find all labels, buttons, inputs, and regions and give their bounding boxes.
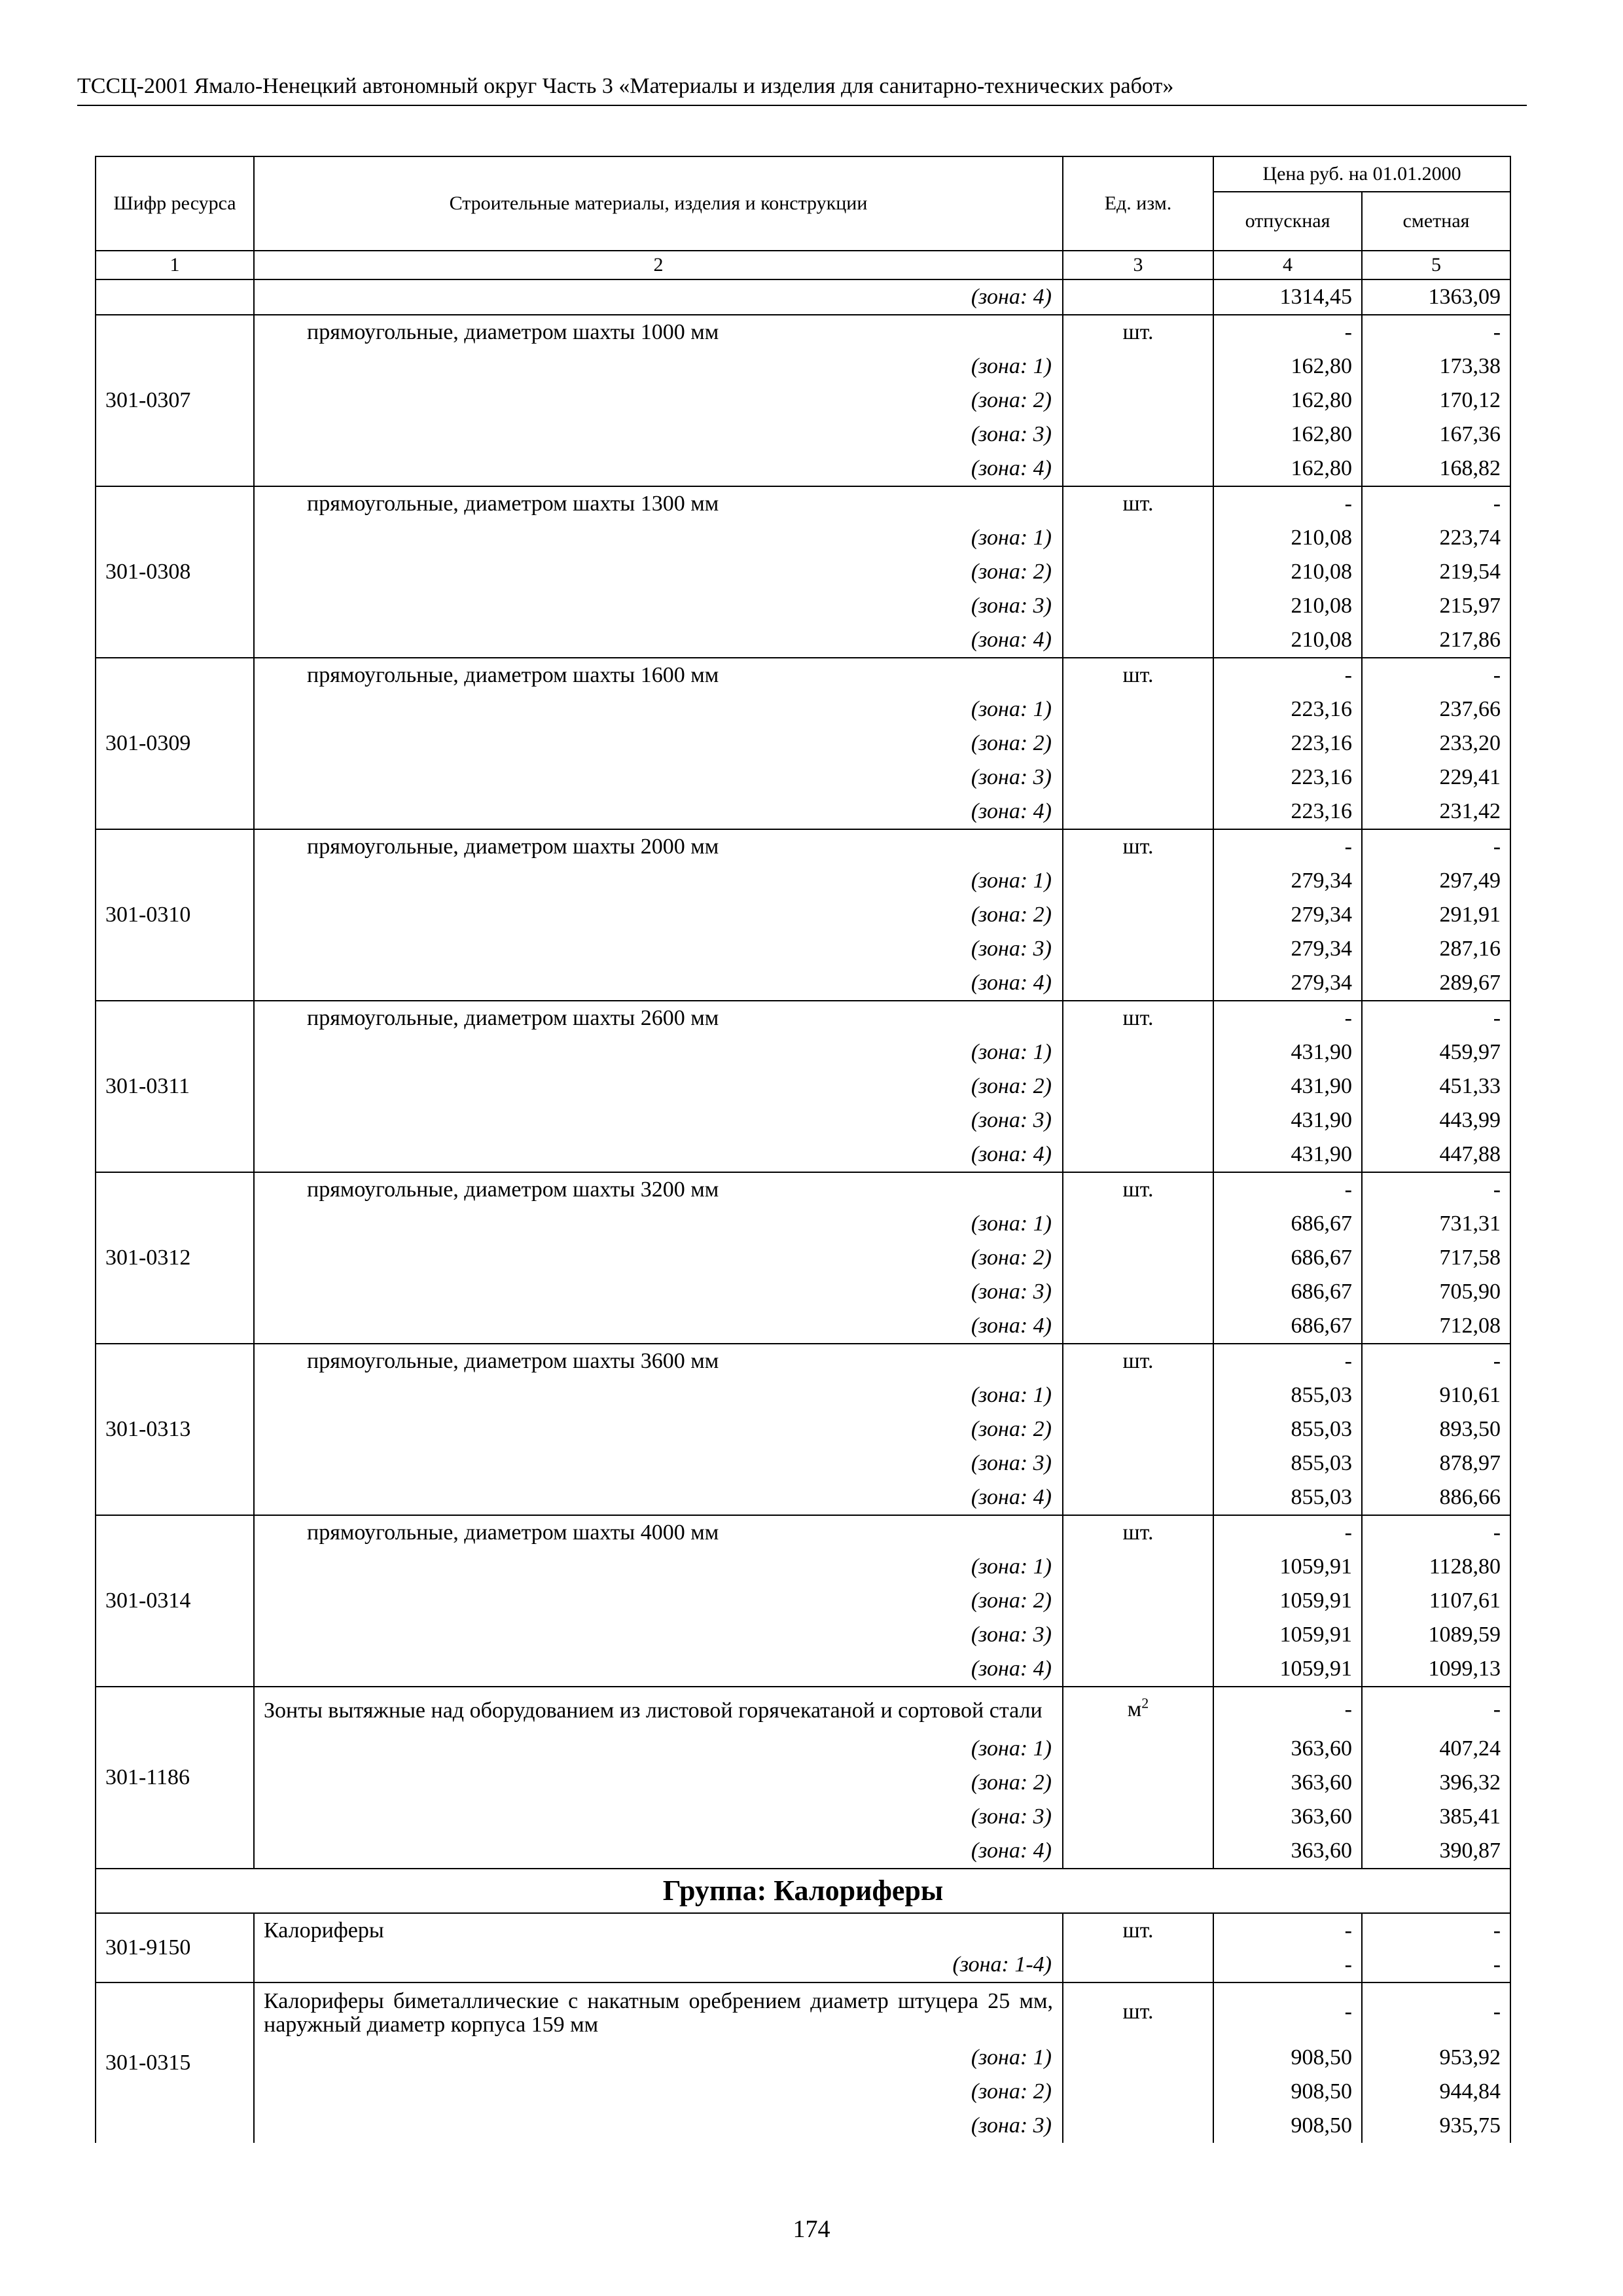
col-header-code: Шифр ресурса <box>96 156 254 251</box>
zone-label: (зона: 4) <box>254 966 1063 1001</box>
item-name: прямоугольные, диаметром шахты 2600 мм <box>254 1001 1063 1035</box>
resource-code: 301-0312 <box>96 1172 254 1344</box>
resource-code: 301-0309 <box>96 658 254 829</box>
group-row <box>96 1869 1510 1913</box>
item-name: прямоугольные, диаметром шахты 3200 мм <box>254 1172 1063 1207</box>
release-price: 855,03 <box>1213 1412 1362 1446</box>
estimate-price: 291,91 <box>1362 898 1510 932</box>
zone-label: (зона: 2) <box>254 726 1063 761</box>
zone-label: (зона: 4) <box>254 452 1063 486</box>
estimate-price: 1363,09 <box>1362 279 1510 315</box>
zone-label: (зона: 2) <box>254 2075 1063 2109</box>
zone-label: (зона: 2) <box>254 384 1063 418</box>
item-name: прямоугольные, диаметром шахты 2000 мм <box>254 829 1063 864</box>
unit-label: шт. <box>1122 834 1154 859</box>
unit-cell <box>1063 1172 1213 1207</box>
release-price: 1314,45 <box>1213 279 1362 315</box>
resource-code: 301-1186 <box>96 1687 254 1869</box>
zone-label: (зона: 4) <box>254 279 1063 315</box>
estimate-price: - <box>1362 1344 1510 1378</box>
zone-row <box>96 932 1510 966</box>
estimate-price: 237,66 <box>1362 692 1510 726</box>
release-price: 908,50 <box>1213 2109 1362 2143</box>
zone-label: (зона: 4) <box>254 623 1063 658</box>
zone-row <box>96 966 1510 1001</box>
zone-label: (зона: 3) <box>254 418 1063 452</box>
table-row <box>96 1687 1510 1732</box>
zone-label: (зона: 4) <box>254 1652 1063 1687</box>
unit-superscript: 2 <box>1141 1695 1149 1712</box>
release-price: 279,34 <box>1213 932 1362 966</box>
release-price: 279,34 <box>1213 898 1362 932</box>
estimate-price: 886,66 <box>1362 1480 1510 1515</box>
zone-row <box>96 623 1510 658</box>
estimate-price: 229,41 <box>1362 761 1510 795</box>
zone-row <box>96 418 1510 452</box>
estimate-price: 223,74 <box>1362 521 1510 555</box>
table-row <box>96 315 1510 350</box>
zone-label: (зона: 1) <box>254 1550 1063 1584</box>
estimate-price: - <box>1362 1001 1510 1035</box>
release-price: 223,16 <box>1213 692 1362 726</box>
unit-cell <box>1063 1913 1213 1948</box>
estimate-price: 385,41 <box>1362 1800 1510 1834</box>
zone-label: (зона: 4) <box>254 1834 1063 1869</box>
zone-label: (зона: 1) <box>254 1732 1063 1766</box>
estimate-price: 396,32 <box>1362 1766 1510 1800</box>
zone-row <box>96 2109 1510 2143</box>
zone-row <box>96 1948 1510 1982</box>
unit-label: шт. <box>1122 1349 1154 1373</box>
zone-label: (зона: 3) <box>254 2109 1063 2143</box>
release-price: 363,60 <box>1213 1800 1362 1834</box>
release-price: - <box>1213 658 1362 692</box>
release-price: 855,03 <box>1213 1480 1362 1515</box>
zone-row <box>96 898 1510 932</box>
release-price: 162,80 <box>1213 418 1362 452</box>
unit-label: шт. <box>1122 1520 1154 1545</box>
page-number: 174 <box>793 2215 830 2243</box>
table-row <box>96 1982 1510 2041</box>
zone-label: (зона: 1) <box>254 1207 1063 1241</box>
col-number: 2 <box>254 251 1063 279</box>
col-header-estimate: сметная <box>1362 192 1510 251</box>
zone-row <box>96 350 1510 384</box>
table-row <box>96 1172 1510 1207</box>
resource-code: 301-0313 <box>96 1344 254 1515</box>
estimate-price: 297,49 <box>1362 864 1510 898</box>
col-header-unit: Ед. изм. <box>1063 156 1213 251</box>
unit-label: шт. <box>1122 1177 1154 1202</box>
zone-row <box>96 555 1510 589</box>
unit-cell <box>1063 315 1213 350</box>
zone-label: (зона: 2) <box>254 1069 1063 1103</box>
header-rule <box>77 105 1527 106</box>
table-body-b <box>96 1913 1510 2143</box>
table-body-a <box>96 279 1510 1869</box>
unit-cell <box>1063 1982 1213 2041</box>
release-price: 162,80 <box>1213 384 1362 418</box>
release-price: 431,90 <box>1213 1138 1362 1172</box>
release-price: 686,67 <box>1213 1241 1362 1275</box>
release-price: 223,16 <box>1213 761 1362 795</box>
zone-row <box>96 1275 1510 1309</box>
zone-row <box>96 1241 1510 1275</box>
price-table <box>95 156 1511 2143</box>
table-row <box>96 486 1510 521</box>
zone-row <box>96 2075 1510 2109</box>
zone-label: (зона: 1-4) <box>254 1948 1063 1982</box>
zone-row <box>96 1103 1510 1138</box>
estimate-price: 1128,80 <box>1362 1550 1510 1584</box>
zone-label: (зона: 3) <box>254 1275 1063 1309</box>
zone-row <box>96 1732 1510 1766</box>
zone-row <box>96 761 1510 795</box>
estimate-price: 1099,13 <box>1362 1652 1510 1687</box>
estimate-price: 712,08 <box>1362 1309 1510 1344</box>
estimate-price: 215,97 <box>1362 589 1510 623</box>
zone-row <box>96 1652 1510 1687</box>
release-price: - <box>1213 829 1362 864</box>
unit-label: шт. <box>1122 320 1154 344</box>
release-price: 431,90 <box>1213 1035 1362 1069</box>
release-price: 855,03 <box>1213 1378 1362 1412</box>
estimate-price: 451,33 <box>1362 1069 1510 1103</box>
estimate-price: - <box>1362 1913 1510 1948</box>
zone-label: (зона: 3) <box>254 589 1063 623</box>
zone-label: (зона: 1) <box>254 2041 1063 2075</box>
unit-cell <box>1063 1344 1213 1378</box>
estimate-price: 231,42 <box>1362 795 1510 829</box>
zone-label: (зона: 3) <box>254 761 1063 795</box>
release-price: - <box>1213 1001 1362 1035</box>
estimate-price: - <box>1362 1982 1510 2041</box>
release-price: 223,16 <box>1213 795 1362 829</box>
zone-label: (зона: 3) <box>254 932 1063 966</box>
release-price: 162,80 <box>1213 350 1362 384</box>
zone-row <box>96 452 1510 486</box>
document-header: ТССЦ-2001 Ямало-Ненецкий автономный округ Часть 3 «Материалы и изделия для санитарно-технических работ» <box>77 74 1174 98</box>
col-header-price: Цена руб. на 01.01.2000 <box>1213 156 1510 192</box>
table-row <box>96 658 1510 692</box>
item-name: прямоугольные, диаметром шахты 1000 мм <box>254 315 1063 350</box>
zone-label: (зона: 1) <box>254 350 1063 384</box>
zone-row <box>96 726 1510 761</box>
col-number: 3 <box>1063 251 1213 279</box>
estimate-price: 878,97 <box>1362 1446 1510 1480</box>
zone-row <box>96 1618 1510 1652</box>
estimate-price: 953,92 <box>1362 2041 1510 2075</box>
estimate-price: 407,24 <box>1362 1732 1510 1766</box>
zone-label: (зона: 4) <box>254 1480 1063 1515</box>
estimate-price: 731,31 <box>1362 1207 1510 1241</box>
unit-label: шт. <box>1122 663 1154 687</box>
zone-row <box>96 1766 1510 1800</box>
zone-row <box>96 2041 1510 2075</box>
resource-code: 301-0310 <box>96 829 254 1001</box>
resource-code: 301-0307 <box>96 315 254 486</box>
estimate-price: - <box>1362 486 1510 521</box>
zone-row <box>96 1446 1510 1480</box>
estimate-price: 893,50 <box>1362 1412 1510 1446</box>
zone-label: (зона: 3) <box>254 1618 1063 1652</box>
zone-row <box>96 1550 1510 1584</box>
zone-row <box>96 795 1510 829</box>
estimate-price: 1107,61 <box>1362 1584 1510 1618</box>
item-name: Калориферы биметаллические с накатным оребрением диаметр штуцера 25 мм, наружный диаметр корпуса 159 мм <box>254 1982 1063 2041</box>
resource-code: 301-0311 <box>96 1001 254 1172</box>
zone-row <box>96 1412 1510 1446</box>
release-price: 908,50 <box>1213 2075 1362 2109</box>
estimate-price: 1089,59 <box>1362 1618 1510 1652</box>
zone-label: (зона: 1) <box>254 1035 1063 1069</box>
estimate-price: - <box>1362 1948 1510 1982</box>
release-price: 223,16 <box>1213 726 1362 761</box>
zone-label: (зона: 2) <box>254 1241 1063 1275</box>
table-row <box>96 1515 1510 1550</box>
zone-row <box>96 521 1510 555</box>
resource-code: 301-0308 <box>96 486 254 658</box>
zone-row <box>96 1138 1510 1172</box>
release-price: 363,60 <box>1213 1732 1362 1766</box>
zone-label: (зона: 3) <box>254 1446 1063 1480</box>
release-price: - <box>1213 1515 1362 1550</box>
zone-row <box>96 1069 1510 1103</box>
unit-cell <box>1063 1515 1213 1550</box>
unit-cell <box>1063 486 1213 521</box>
col-number: 5 <box>1362 251 1510 279</box>
release-price: 279,34 <box>1213 966 1362 1001</box>
item-name: Калориферы <box>254 1913 1063 1948</box>
unit-label: м <box>1127 1697 1142 1721</box>
zone-label: (зона: 4) <box>254 795 1063 829</box>
estimate-price: - <box>1362 315 1510 350</box>
estimate-price: - <box>1362 829 1510 864</box>
release-price: 1059,91 <box>1213 1652 1362 1687</box>
table-row <box>96 1001 1510 1035</box>
item-name: прямоугольные, диаметром шахты 1600 мм <box>254 658 1063 692</box>
release-price: 1059,91 <box>1213 1550 1362 1584</box>
release-price: 686,67 <box>1213 1275 1362 1309</box>
zone-label: (зона: 1) <box>254 521 1063 555</box>
zone-row <box>96 1834 1510 1869</box>
release-price: 855,03 <box>1213 1446 1362 1480</box>
release-price: 363,60 <box>1213 1766 1362 1800</box>
carryover-row <box>96 279 1510 315</box>
zone-label: (зона: 3) <box>254 1800 1063 1834</box>
release-price: 431,90 <box>1213 1103 1362 1138</box>
col-number: 4 <box>1213 251 1362 279</box>
zone-row <box>96 1800 1510 1834</box>
release-price: - <box>1213 1172 1362 1207</box>
zone-row <box>96 1378 1510 1412</box>
group-body <box>96 1869 1510 1913</box>
zone-label: (зона: 2) <box>254 898 1063 932</box>
estimate-price: 289,67 <box>1362 966 1510 1001</box>
zone-row <box>96 1035 1510 1069</box>
zone-label: (зона: 4) <box>254 1309 1063 1344</box>
item-name: прямоугольные, диаметром шахты 4000 мм <box>254 1515 1063 1550</box>
group-title: Группа: Калориферы <box>96 1869 1510 1913</box>
zone-label: (зона: 4) <box>254 1138 1063 1172</box>
unit-cell <box>1063 829 1213 864</box>
release-price: 363,60 <box>1213 1834 1362 1869</box>
zone-row <box>96 1207 1510 1241</box>
unit-label: шт. <box>1122 492 1154 516</box>
estimate-price: 717,58 <box>1362 1241 1510 1275</box>
zone-label: (зона: 1) <box>254 864 1063 898</box>
unit-cell <box>1063 658 1213 692</box>
estimate-price: - <box>1362 1172 1510 1207</box>
estimate-price: 910,61 <box>1362 1378 1510 1412</box>
release-price: 686,67 <box>1213 1207 1362 1241</box>
zone-row <box>96 1309 1510 1344</box>
release-price: 162,80 <box>1213 452 1362 486</box>
release-price: 908,50 <box>1213 2041 1362 2075</box>
estimate-price: 944,84 <box>1362 2075 1510 2109</box>
estimate-price: 459,97 <box>1362 1035 1510 1069</box>
release-price: 1059,91 <box>1213 1584 1362 1618</box>
unit-label: шт. <box>1122 2000 1154 2024</box>
release-price: - <box>1213 1948 1362 1982</box>
zone-row <box>96 1584 1510 1618</box>
resource-code: 301-0315 <box>96 1982 254 2143</box>
release-price: - <box>1213 1687 1362 1732</box>
estimate-price: 167,36 <box>1362 418 1510 452</box>
release-price: 686,67 <box>1213 1309 1362 1344</box>
estimate-price: 233,20 <box>1362 726 1510 761</box>
resource-code: 301-0314 <box>96 1515 254 1687</box>
unit-cell <box>1063 1001 1213 1035</box>
zone-label: (зона: 2) <box>254 1766 1063 1800</box>
release-price: 279,34 <box>1213 864 1362 898</box>
release-price: 210,08 <box>1213 589 1362 623</box>
table-row <box>96 829 1510 864</box>
estimate-price: - <box>1362 658 1510 692</box>
release-price: 1059,91 <box>1213 1618 1362 1652</box>
table-row <box>96 1913 1510 1948</box>
estimate-price: 443,99 <box>1362 1103 1510 1138</box>
estimate-price: 173,38 <box>1362 350 1510 384</box>
zone-row <box>96 589 1510 623</box>
zone-row <box>96 692 1510 726</box>
release-price: 431,90 <box>1213 1069 1362 1103</box>
estimate-price: - <box>1362 1687 1510 1732</box>
estimate-price: 287,16 <box>1362 932 1510 966</box>
col-header-release: отпускная <box>1213 192 1362 251</box>
release-price: 210,08 <box>1213 521 1362 555</box>
zone-label: (зона: 2) <box>254 1584 1063 1618</box>
zone-label: (зона: 1) <box>254 692 1063 726</box>
zone-label: (зона: 3) <box>254 1103 1063 1138</box>
estimate-price: 168,82 <box>1362 452 1510 486</box>
estimate-price: 390,87 <box>1362 1834 1510 1869</box>
col-number: 1 <box>96 251 254 279</box>
resource-code: 301-9150 <box>96 1913 254 1982</box>
item-name: прямоугольные, диаметром шахты 3600 мм <box>254 1344 1063 1378</box>
zone-row <box>96 864 1510 898</box>
release-price: - <box>1213 1344 1362 1378</box>
estimate-price: 935,75 <box>1362 2109 1510 2143</box>
release-price: - <box>1213 1982 1362 2041</box>
release-price: - <box>1213 486 1362 521</box>
table-row <box>96 1344 1510 1378</box>
zone-label: (зона: 2) <box>254 555 1063 589</box>
estimate-price: - <box>1362 1515 1510 1550</box>
unit-label: шт. <box>1122 1006 1154 1030</box>
col-header-name: Строительные материалы, изделия и конструкции <box>254 156 1063 251</box>
item-name: Зонты вытяжные над оборудованием из листовой горячекатаной и сортовой стали <box>254 1687 1063 1732</box>
release-price: 210,08 <box>1213 623 1362 658</box>
release-price: 210,08 <box>1213 555 1362 589</box>
estimate-price: 447,88 <box>1362 1138 1510 1172</box>
estimate-price: 219,54 <box>1362 555 1510 589</box>
zone-label: (зона: 1) <box>254 1378 1063 1412</box>
item-name: прямоугольные, диаметром шахты 1300 мм <box>254 486 1063 521</box>
estimate-price: 170,12 <box>1362 384 1510 418</box>
zone-row <box>96 1480 1510 1515</box>
estimate-price: 217,86 <box>1362 623 1510 658</box>
estimate-price: 705,90 <box>1362 1275 1510 1309</box>
unit-label: шт. <box>1122 1918 1154 1943</box>
release-price: - <box>1213 315 1362 350</box>
release-price: - <box>1213 1913 1362 1948</box>
unit-cell <box>1063 1687 1213 1732</box>
zone-row <box>96 384 1510 418</box>
zone-label: (зона: 2) <box>254 1412 1063 1446</box>
